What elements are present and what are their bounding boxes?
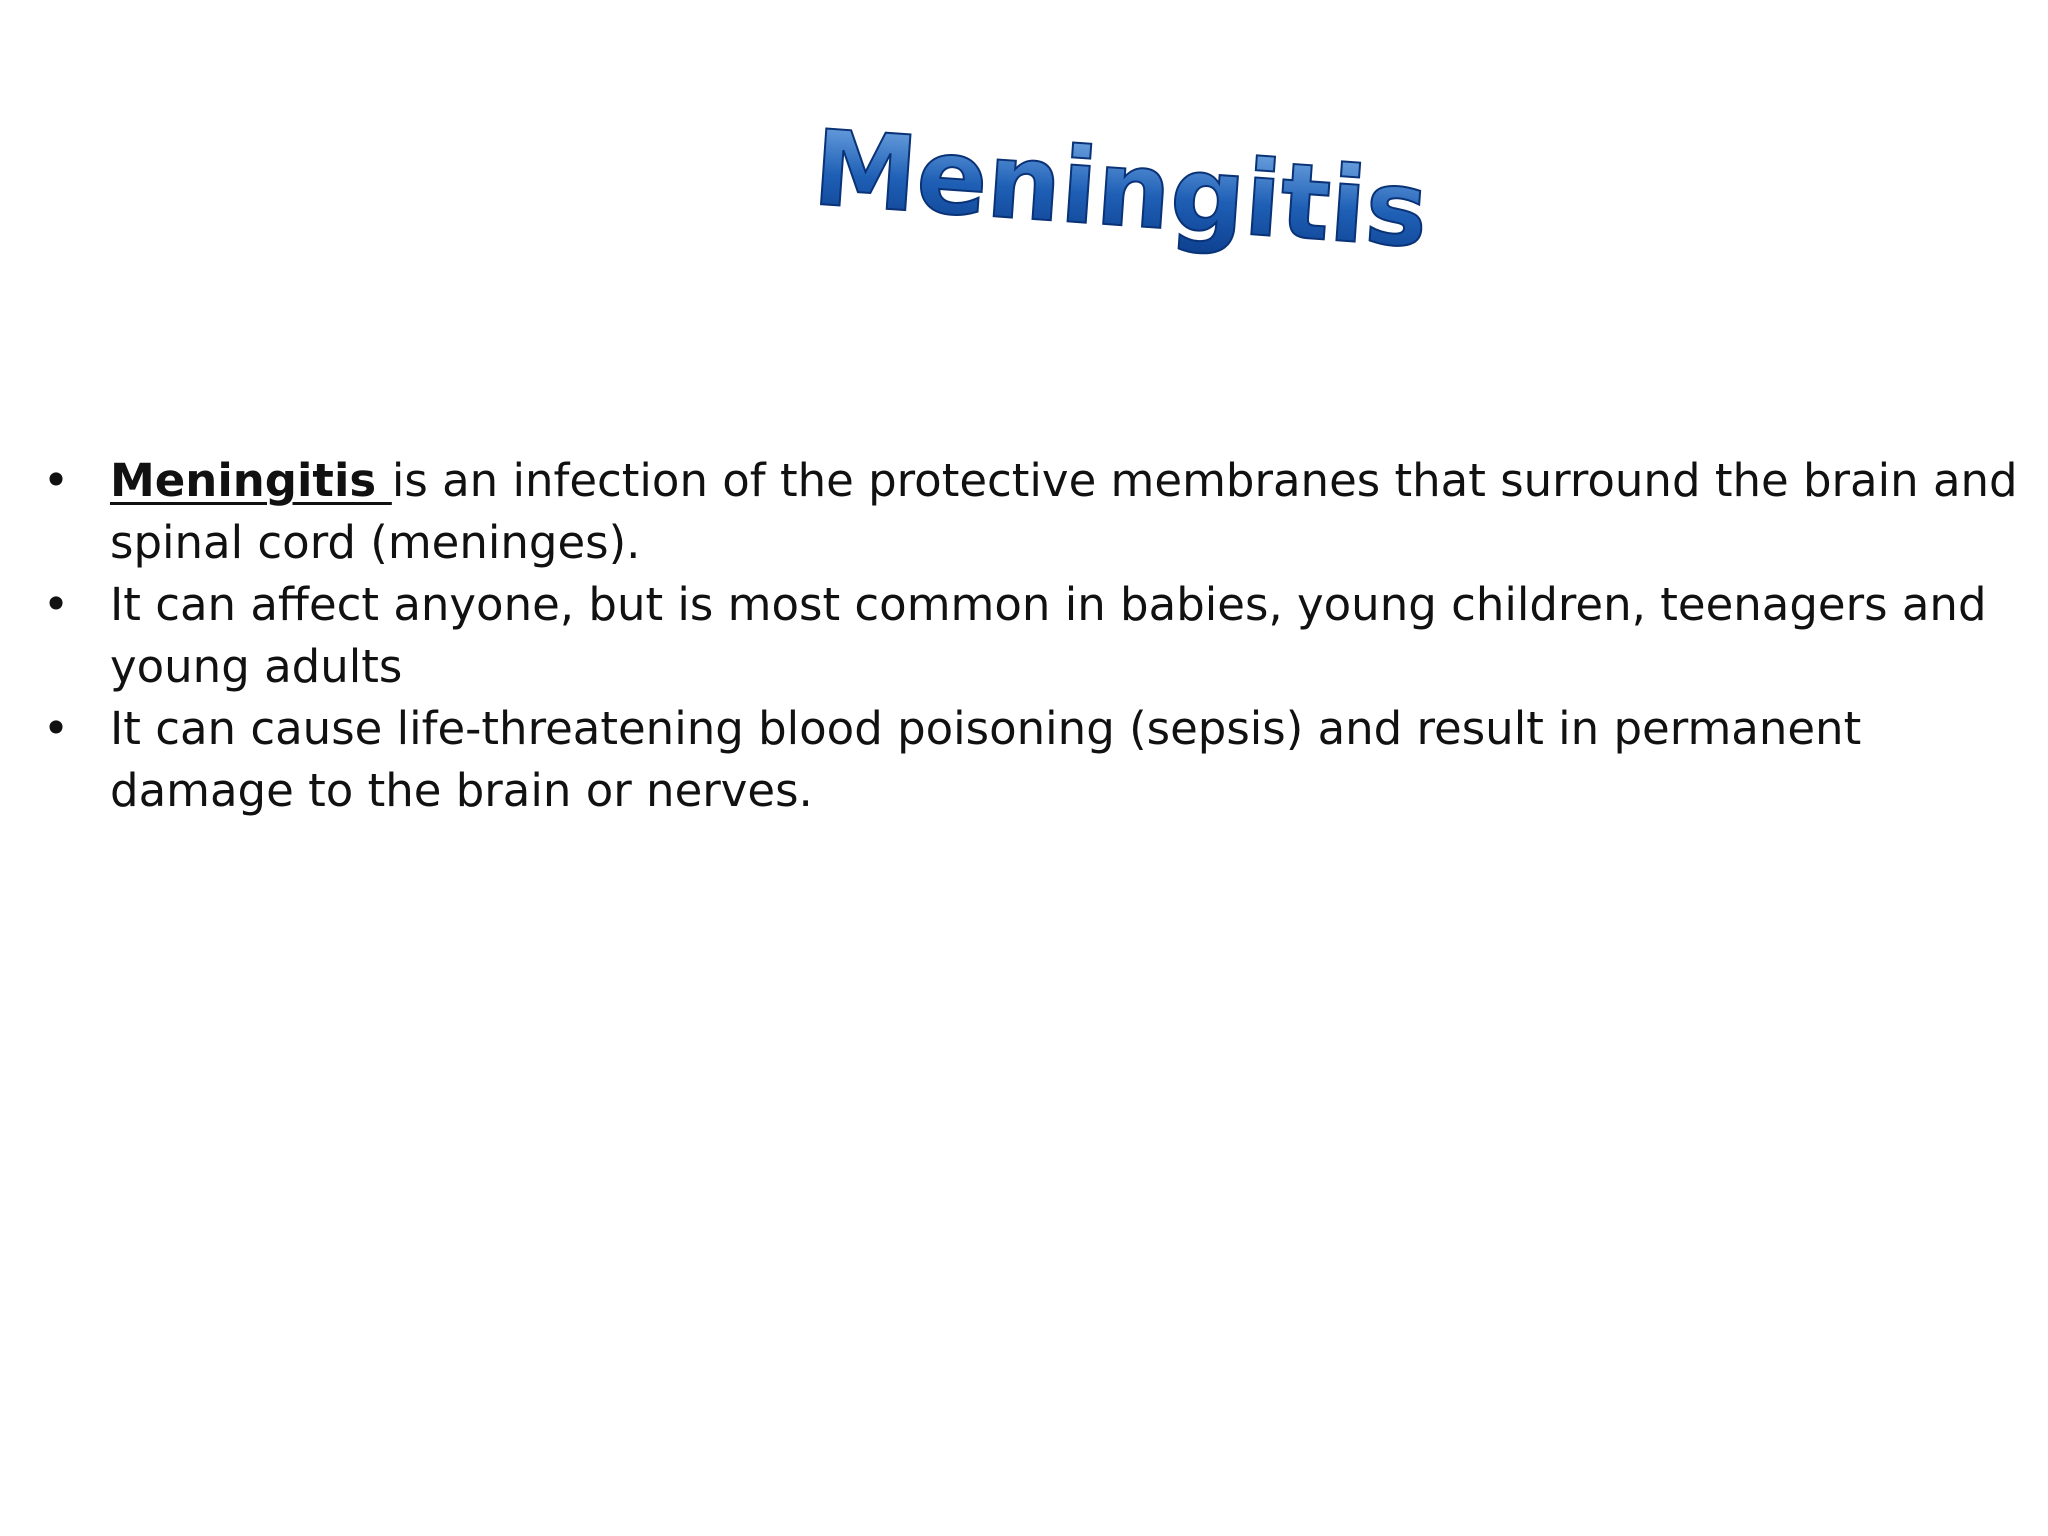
bullet-item-who-affected [42,574,2022,698]
bullet-marker: • [42,454,70,507]
slide-body [42,450,2022,822]
slide-title: Meningitis [809,106,1432,272]
bullet-list [42,450,2022,822]
bullet-item-definition [42,450,2022,574]
bullet-text: is an infection of the protective membranes that surround the brain and spinal cord (meninges). [110,454,2018,569]
bullet-term: Meningitis [110,454,392,507]
bullet-marker: • [42,702,70,755]
wordart-svg [770,106,1470,280]
slide-title-wordart [770,106,1470,280]
bullet-text: It can affect anyone, but is most common in babies, young children, teenagers and young adults [110,578,1987,693]
bullet-marker: • [42,578,70,631]
bullet-text: It can cause life-threatening blood poisoning (sepsis) and result in permanent damage to the brain or nerves. [110,702,1862,817]
bullet-item-consequences [42,698,2022,822]
